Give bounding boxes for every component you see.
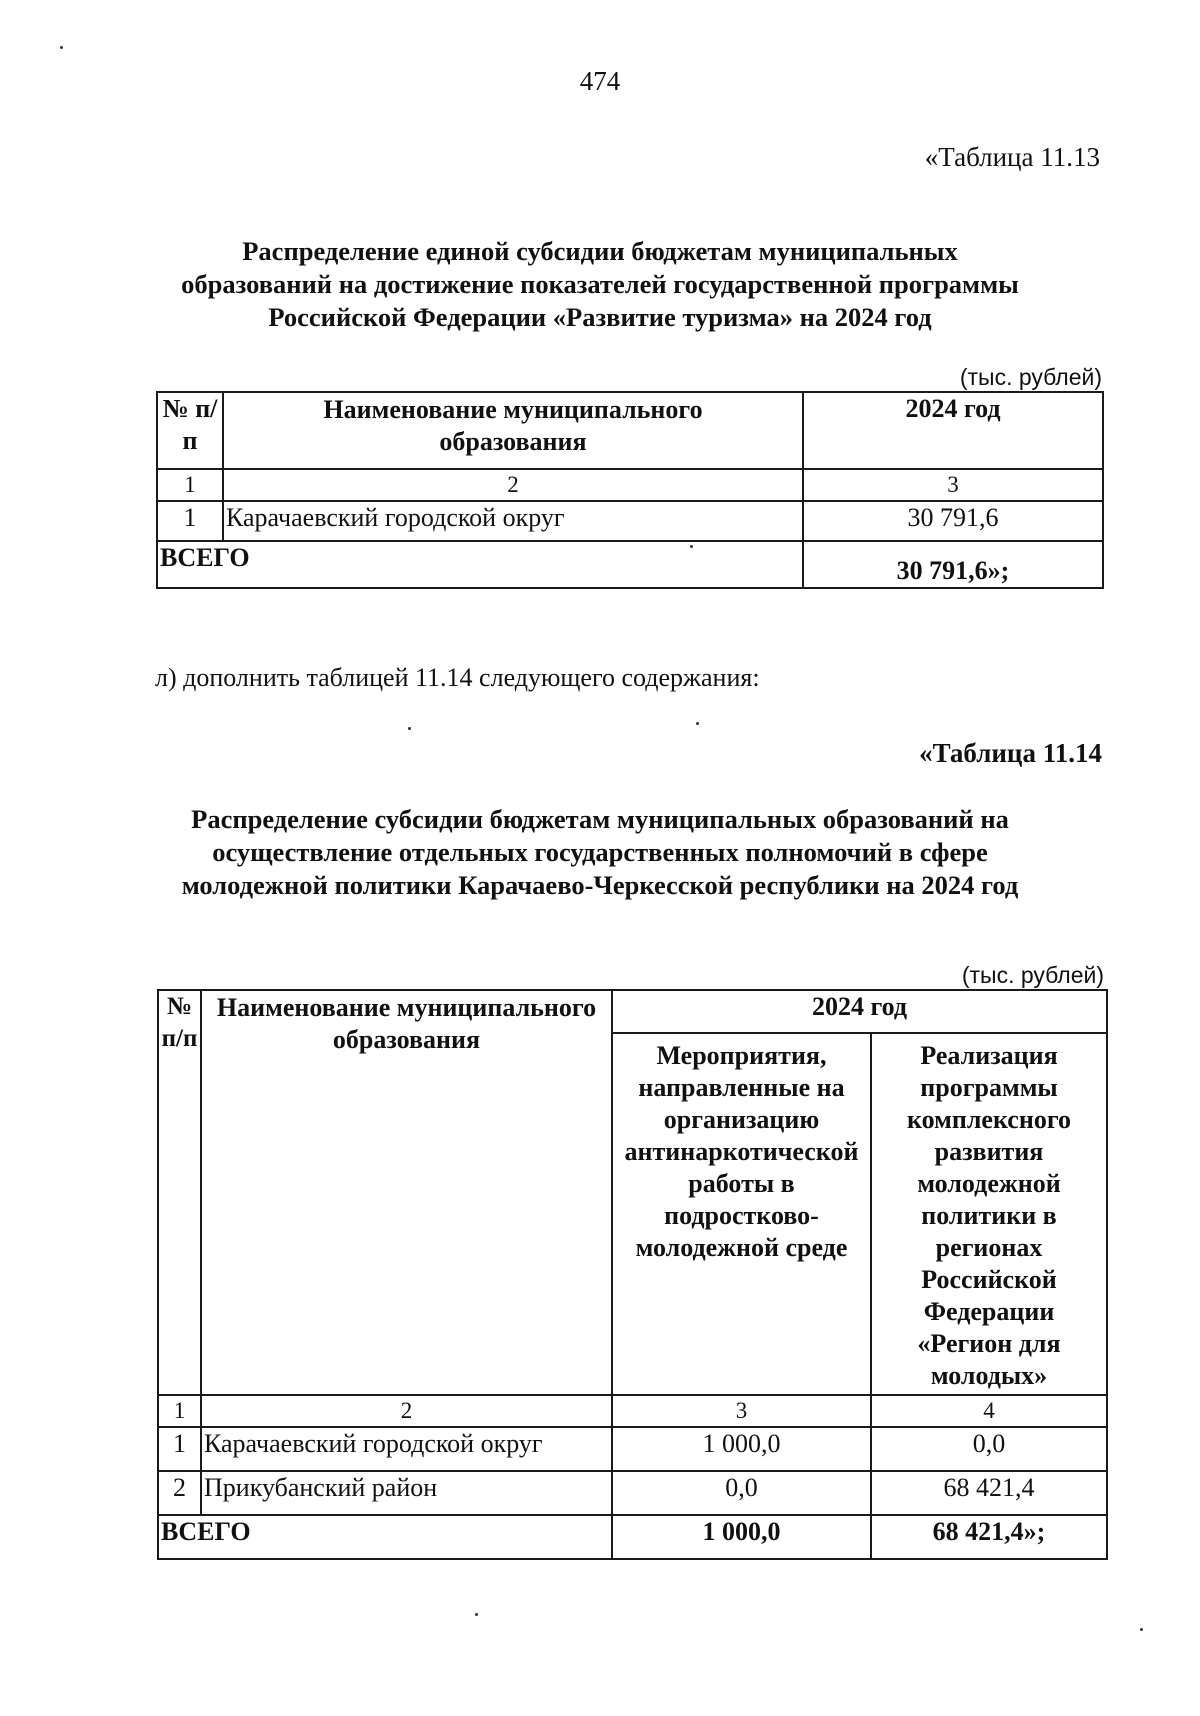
header-num: № п/п <box>157 392 223 469</box>
table-row <box>158 1471 1107 1515</box>
total-row <box>158 1515 1107 1559</box>
row-v4: 0,0 <box>871 1427 1107 1471</box>
table-11-14-label: «Таблица 11.14 <box>919 738 1102 768</box>
heading-line: Распределение единой субсидии бюджетам муниципальных <box>242 236 958 266</box>
table-row <box>158 1427 1107 1471</box>
scan-speck <box>475 1613 478 1616</box>
instruction-paragraph: л) дополнить таблицей 11.14 следующего содержания: <box>155 663 760 692</box>
total-v4: 68 421,4»; <box>871 1515 1107 1559</box>
header-year: 2024 год <box>612 990 1107 1033</box>
row-name: Карачаевский городской округ <box>201 1427 612 1471</box>
row-num: 1 <box>158 1427 201 1471</box>
heading-line: осуществление отдельных государственных полномочий в сфере <box>212 837 988 867</box>
col-number: 2 <box>223 469 803 501</box>
total-row <box>157 541 1103 588</box>
total-v3: 1 000,0 <box>612 1515 871 1559</box>
heading-line: молодежной политики Карачаево-Черкесской республики на 2024 год <box>181 870 1019 900</box>
col-number: 3 <box>803 469 1103 501</box>
col-number: 1 <box>157 469 223 501</box>
total-value: 30 791,6»; <box>803 541 1103 588</box>
table-header-row <box>158 990 1107 1033</box>
row-v3: 1 000,0 <box>612 1427 871 1471</box>
table-11-13-unit: (тыс. рублей) <box>959 364 1102 390</box>
header-name: Наименование муниципального образования <box>201 990 612 1395</box>
table-11-14-unit: (тыс. рублей) <box>961 962 1104 988</box>
row-num: 1 <box>157 501 223 541</box>
header-year: 2024 год <box>803 392 1103 469</box>
heading-line: Российской Федерации «Развитие туризма» на 2024 год <box>268 302 932 332</box>
header-col4: Реализация программы комплексного развития молодежной политики в регионах Российской Федерации «Регион для молодых» <box>871 1033 1107 1395</box>
total-label: ВСЕГО <box>158 1515 612 1559</box>
row-name: Карачаевский городской округ <box>223 501 803 541</box>
col-number: 3 <box>612 1395 871 1427</box>
table-header-row <box>157 392 1103 469</box>
scan-speck <box>696 722 699 725</box>
table-11-14-heading <box>120 803 1080 902</box>
header-name: Наименование муниципального образования <box>223 392 803 469</box>
row-name: Прикубанский район <box>201 1471 612 1515</box>
page-number: 474 <box>579 66 621 96</box>
row-v4: 68 421,4 <box>871 1471 1107 1515</box>
heading-line: образований на достижение показателей государственной программы <box>181 269 1019 299</box>
column-numbers-row <box>158 1395 1107 1427</box>
table-11-13-heading <box>120 235 1080 334</box>
table-11-13 <box>156 391 1104 589</box>
row-num: 2 <box>158 1471 201 1515</box>
col-number: 2 <box>201 1395 612 1427</box>
col-number: 4 <box>871 1395 1107 1427</box>
heading-line: Распределение субсидии бюджетам муниципальных образований на <box>191 804 1009 834</box>
column-numbers-row <box>157 469 1103 501</box>
table-row <box>157 501 1103 541</box>
header-col3: Мероприятия, направленные на организацию антинаркотической работы в подростково-молодежной среде <box>612 1033 871 1395</box>
table-11-13-label: «Таблица 11.13 <box>924 142 1100 172</box>
scan-speck <box>690 545 693 548</box>
scan-speck <box>1140 1628 1143 1631</box>
scan-speck <box>60 46 63 49</box>
scan-speck <box>408 727 411 730</box>
row-v3: 0,0 <box>612 1471 871 1515</box>
col-number: 1 <box>158 1395 201 1427</box>
total-label: ВСЕГО <box>157 541 803 588</box>
row-value: 30 791,6 <box>803 501 1103 541</box>
table-11-14 <box>157 989 1108 1560</box>
header-num: № п/п <box>158 990 201 1395</box>
